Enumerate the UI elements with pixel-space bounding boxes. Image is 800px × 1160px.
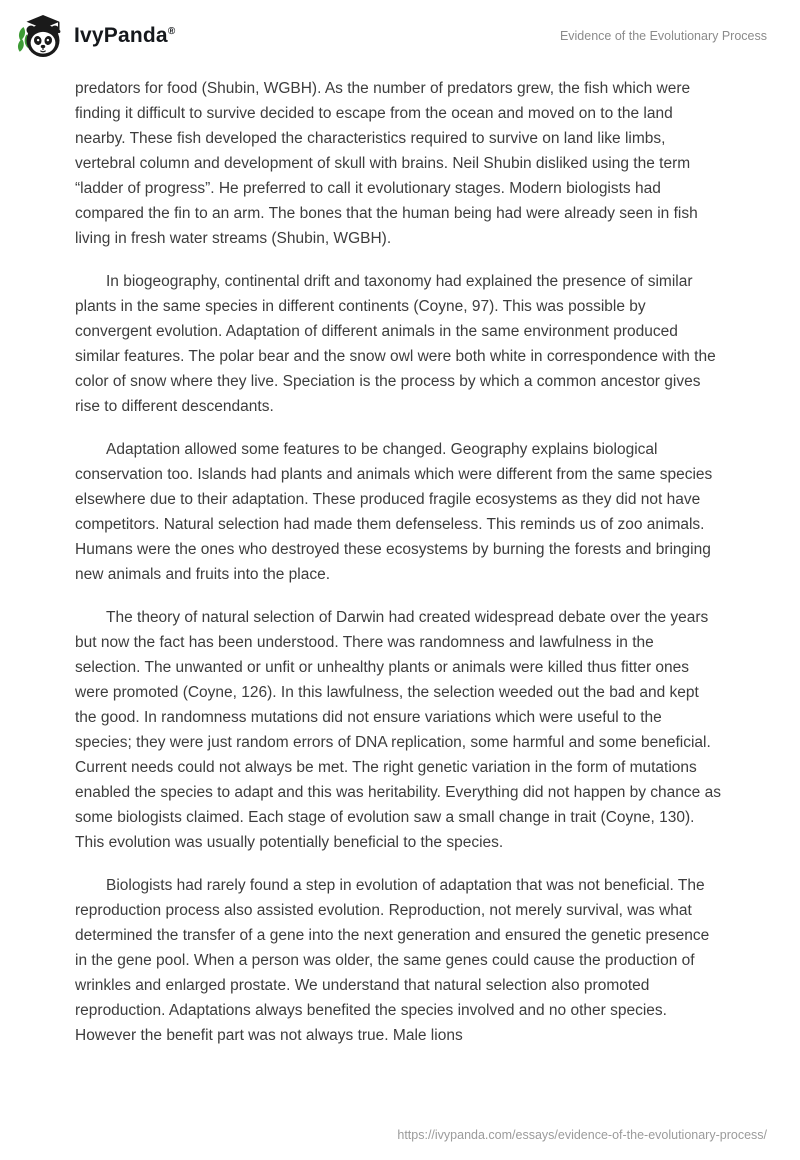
- essay-paragraph: In biogeography, continental drift and taxonomy had explained the presence of similar plants in the same species in different continents (Coyne, 97). This was possible by convergent evolution. Adaptation of different animals in the same environment produced similar features. The polar bear and the snow owl were both white in correspondence with the color of snow where they live. Speciation is the process by which a common ancestor gives rise to different descendants.: [75, 273, 716, 415]
- document-title: Evidence of the Evolutionary Process: [559, 29, 767, 43]
- essay-paragraph: predators for food (Shubin, WGBH). As the number of predators grew, the fish which were finding it difficult to survive decided to escape from the ocean and moved on to the land nearby. These fish developed the characteristics required to survive on land like limbs, vertebral column and development of skull with brains. Neil Shubin disliked using the term “ladder of progress”. He preferred to call it evolutionary stages. Modern biologists had compared the fin to an arm. The bones that the human being had were already seen in fish living in fresh water streams (Shubin, WGBH).: [75, 80, 698, 247]
- brand-text: IvyPanda: [74, 24, 168, 47]
- trademark-symbol: ®: [167, 26, 176, 37]
- brand: [16, 12, 175, 60]
- brand-name: [74, 24, 175, 48]
- source-url-link[interactable]: https://ivypanda.com/essays/evidence-of-the-evolutionary-process/: [397, 1128, 767, 1142]
- panda-logo-icon: [16, 12, 64, 60]
- essay-paragraph: Adaptation allowed some features to be changed. Geography explains biological conservation too. Islands had plants and animals which were different from the same species elsewhere due to their adaptation. These produced fragile ecosystems as they did not have competitors. Natural selection had made them defenseless. This reminds us of zoo animals. Humans were the ones who destroyed these ecosystems by burning the forests and bringing new animals and fruits into the place.: [75, 441, 713, 583]
- essay-paragraph: The theory of natural selection of Darwin had created widespread debate over the years but now the fact has been understood. There was randomness and lawfulness in the selection. The unwanted or unfit or unhealthy plants or animals were killed thus fitter ones were promoted (Coyne, 126). In this lawfulness, the selection weeded out the bad and kept the good. In randomness mutations did not ensure variations which were useful to the species; they were just random errors of DNA replication, some harmful and some beneficial. Current needs could not always be met. The right genetic variation in the form of mutations enabled the species to adapt and this was heritability. Everything did not happen by chance as some biologists claimed. Each stage of evolution saw a small change in trait (Coyne, 130). This evolution was usually potentially beneficial to the species.: [75, 609, 721, 851]
- page-header: [0, 0, 800, 62]
- essay-paragraph: Biologists had rarely found a step in evolution of adaptation that was not beneficial. The reproduction process also assisted evolution. Reproduction, not merely survival, was what determined the transfer of a gene into the next generation and ensured the genetic presence in the gene pool. When a person was older, the same genes could cause the production of wrinkles and enlarged prostate. We understand that natural selection also promoted reproduction. Adaptations always benefited the species involved and no other species. However the benefit part was not always true. Male lions: [75, 877, 710, 1044]
- essay-body: [0, 62, 800, 1048]
